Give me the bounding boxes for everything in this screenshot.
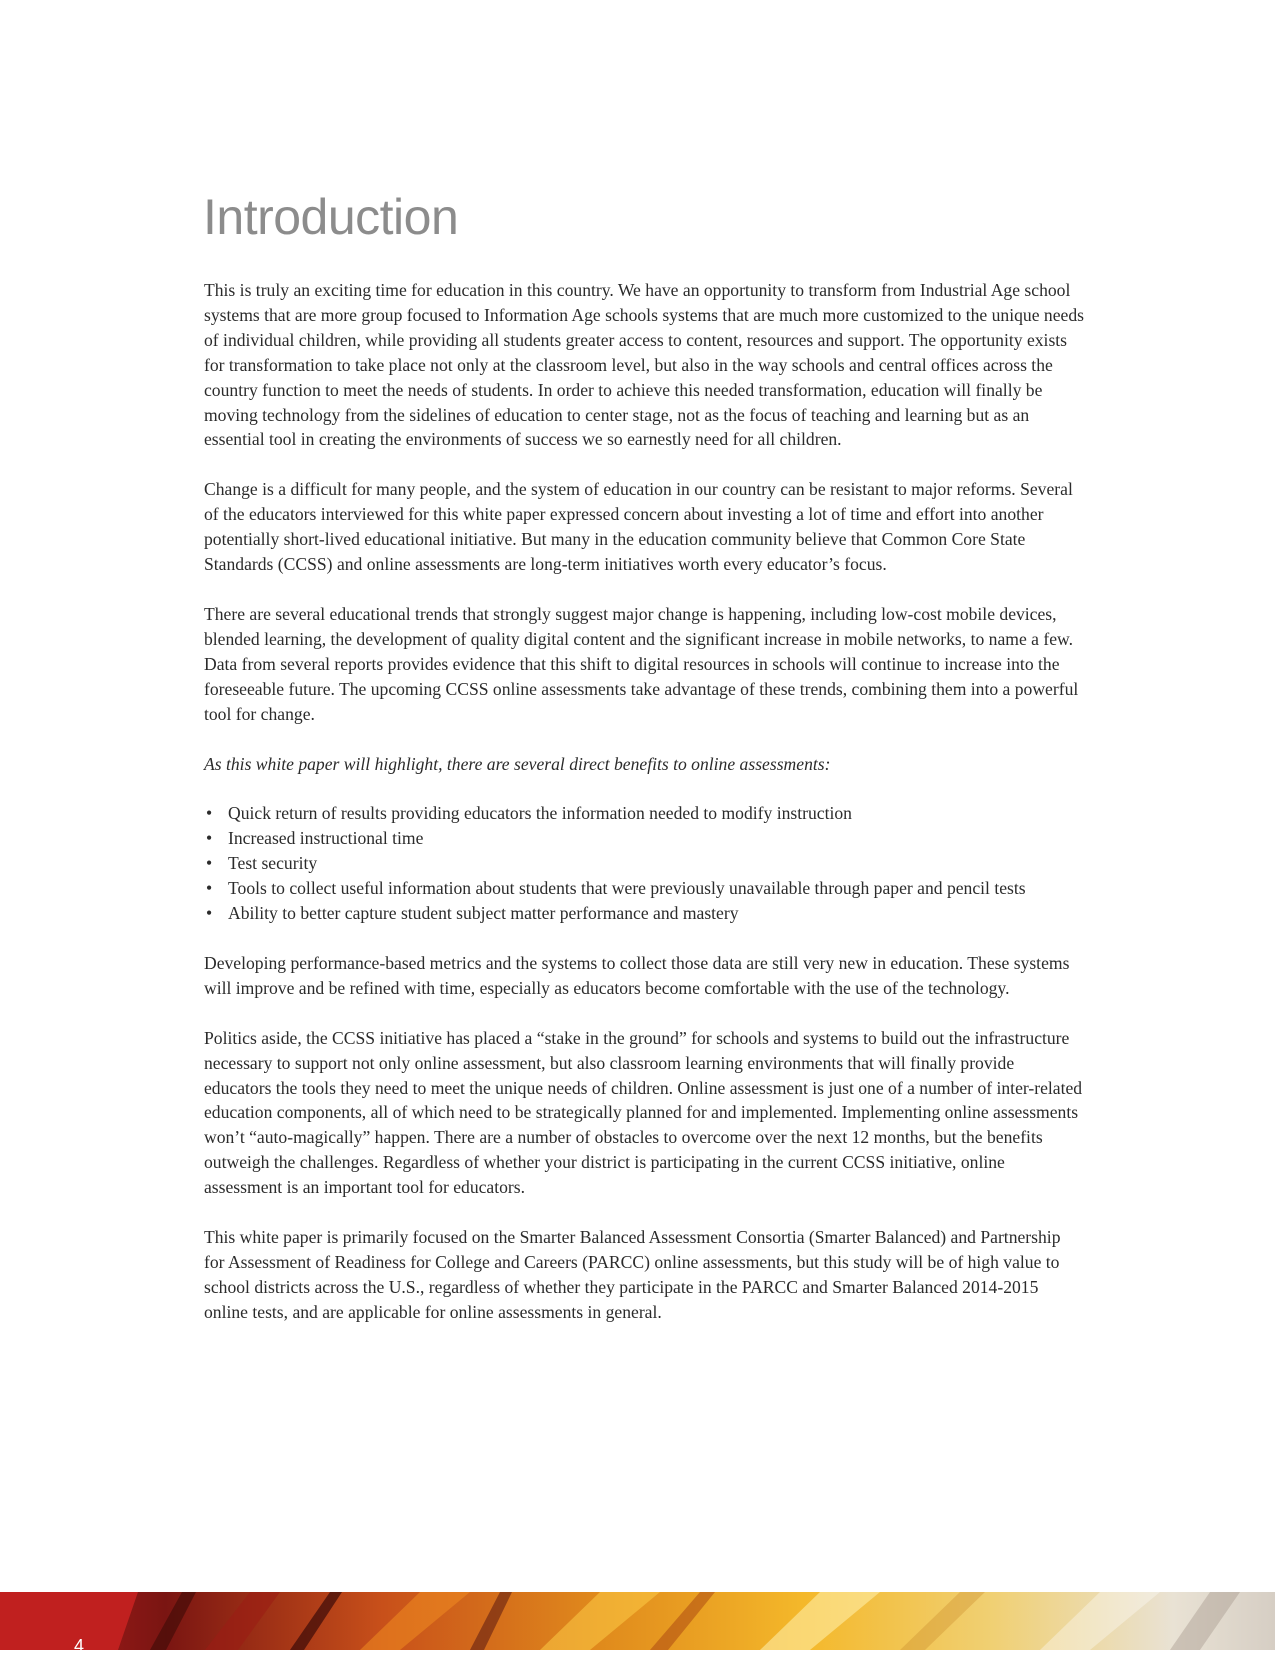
- footer-streak: [290, 1592, 342, 1650]
- list-item: • Quick return of results providing educators the information needed to modify instruction: [204, 801, 1084, 826]
- footer-streak: [900, 1592, 985, 1650]
- body-text: [204, 278, 1084, 1350]
- footer-streaks-graphic: [0, 1592, 1275, 1650]
- paragraph-focus: This white paper is primarily focused on the Smarter Balanced Assessment Consortia (Smarter Balanced) and Partnership for Assessment of Readiness for College and Careers (PARCC) online assessments, but this study will be of high value to school districts across the U.S., regardless of whether they participate in the PARCC and Smarter Balanced 2014-2015 online tests, and are applicable for online assessments in general.: [204, 1227, 1061, 1322]
- paragraph-trends: There are several educational trends that strongly suggest major change is happening, including low-cost mobile devices, blended learning, the development of quality digital content and the significant increase in mobile networks, to name a few. Data from several reports provides evidence that this shift to digital resources in schools will continue to increase into the foreseeable future. The upcoming CCSS online assessments take advantage of these trends, combining them into a powerful tool for change.: [204, 603, 1079, 724]
- list-item: • Test security: [204, 851, 1084, 876]
- footer-red-tab: [0, 1592, 138, 1650]
- footer-streak: [205, 1592, 280, 1650]
- list-item: • Tools to collect useful information about students that were previously unavailable through paper and pencil tests: [204, 876, 1084, 901]
- paragraph-change: Change is a difficult for many people, and the system of education in our country can be resistant to major reforms. Several of the educators interviewed for this white paper expressed concern about investing a lot of time and effort into another potentially short-lived educational initiative. But many in the education community believe that Common Core State Standards (CCSS) and online assessments are long-term initiatives worth every educator’s focus.: [204, 479, 1073, 575]
- page-title: Introduction: [203, 189, 459, 245]
- footer-streak: [540, 1592, 660, 1650]
- benefits-list: [204, 801, 1084, 926]
- footer-streak: [650, 1592, 715, 1650]
- list-item: • Ability to better capture student subject matter performance and mastery: [204, 901, 1084, 926]
- paragraph-politics: Politics aside, the CCSS initiative has placed a “stake in the ground” for schools and systems to build out the infrastructure necessary to support not only online assessment, but also classroom learning environments that will finally provide educators the tools they need to meet the unique needs of children. Online assessment is just one of a number of inter-related education components, all of which need to be strategically planned for and implemented. Implementing online assessments won’t “auto-magically” happen. There are a number of obstacles to overcome over the next 12 months, but the benefits outweigh the challenges. Regardless of whether your district is participating in the current CCSS initiative, online assessment is an important tool for educators.: [204, 1027, 1083, 1198]
- list-item: • Increased instructional time: [204, 826, 1084, 851]
- footer-decorative-band: [0, 1592, 1275, 1650]
- footer-streak: [1170, 1592, 1240, 1650]
- paragraph-metrics: Developing performance-based metrics and the systems to collect those data are still very new in education. These systems will improve and be refined with time, especially as educators become comfortable with the use of the technology.: [204, 952, 1070, 998]
- footer-streak: [1040, 1592, 1160, 1650]
- paragraph-intro: This is truly an exciting time for education in this country. We have an opportunity to transform from Industrial Age school systems that are more group focused to Information Age schools systems that are much more customized to the unique needs of individual children, while providing all students greater access to content, resources and support. The opportunity exists for transformation to take place not only at the classroom level, but also in the way schools and central offices across the country function to meet the needs of students. In order to achieve this needed transformation, education will finally be moving technology from the sidelines of education to center stage, not as the focus of teaching and learning but as an essential tool in creating the environments of success we so earnestly need for all children.: [204, 280, 1084, 450]
- footer-streak: [470, 1592, 512, 1650]
- page-number: 4: [74, 1636, 85, 1656]
- benefits-lead-in: As this white paper will highlight, there are several direct benefits to online assessments:: [204, 753, 831, 774]
- footer-streak: [360, 1592, 470, 1650]
- footer-streak: [150, 1592, 196, 1650]
- footer-streak: [760, 1592, 880, 1650]
